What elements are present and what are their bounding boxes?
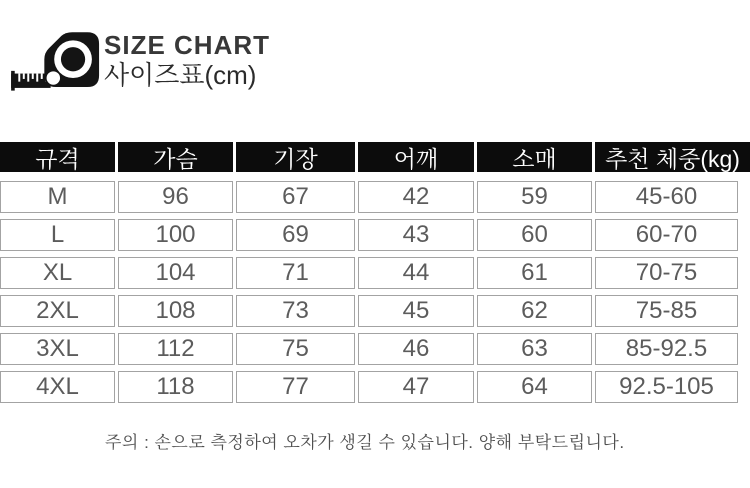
header-cell: 규격 [0,142,115,172]
table-cell: 42 [358,181,474,213]
table-cell: 47 [358,371,474,403]
table-cell: 59 [477,181,592,213]
measurement-note: 주의 : 손으로 측정하여 오차가 생길 수 있습니다. 양해 부탁드립니다. [105,433,625,452]
table-row [0,257,750,289]
table-cell: 73 [236,295,355,327]
table-row [0,181,750,213]
table-cell: 71 [236,257,355,289]
header-cell: 기장 [236,142,355,172]
table-cell: 2XL [0,295,115,327]
table-cell: XL [0,257,115,289]
brand-text [104,32,270,90]
table-cell: 69 [236,219,355,251]
table-row [0,219,750,251]
table-header-row [0,142,750,172]
size-chart-brand [10,26,270,96]
table-cell: 85-92.5 [595,333,738,365]
header-cell: 가슴 [118,142,233,172]
page-title: SIZE CHART [104,30,270,61]
table-cell: 4XL [0,371,115,403]
table-cell: M [0,181,115,213]
size-table [0,142,750,409]
table-cell: 70-75 [595,257,738,289]
tape-measure-icon [10,26,102,96]
page-subtitle: 사이즈표(cm) [104,60,257,91]
table-cell: 64 [477,371,592,403]
table-cell: 77 [236,371,355,403]
table-cell: 43 [358,219,474,251]
table-cell: 108 [118,295,233,327]
table-cell: 61 [477,257,592,289]
table-row [0,371,750,403]
table-cell: 100 [118,219,233,251]
table-cell: 75-85 [595,295,738,327]
table-row [0,295,750,327]
table-cell: 62 [477,295,592,327]
header-cell: 소매 [477,142,592,172]
table-cell: 67 [236,181,355,213]
table-cell: 45 [358,295,474,327]
table-cell: 3XL [0,333,115,365]
table-cell: L [0,219,115,251]
table-cell: 112 [118,333,233,365]
table-cell: 60 [477,219,592,251]
table-cell: 45-60 [595,181,738,213]
table-cell: 104 [118,257,233,289]
table-cell: 63 [477,333,592,365]
table-row [0,333,750,365]
table-body [0,181,750,403]
table-cell: 75 [236,333,355,365]
header-cell: 추천 체중(kg) [595,142,750,172]
table-cell: 46 [358,333,474,365]
header-cell: 어깨 [358,142,474,172]
table-cell: 44 [358,257,474,289]
table-cell: 96 [118,181,233,213]
table-cell: 92.5-105 [595,371,738,403]
table-cell: 60-70 [595,219,738,251]
table-cell: 118 [118,371,233,403]
